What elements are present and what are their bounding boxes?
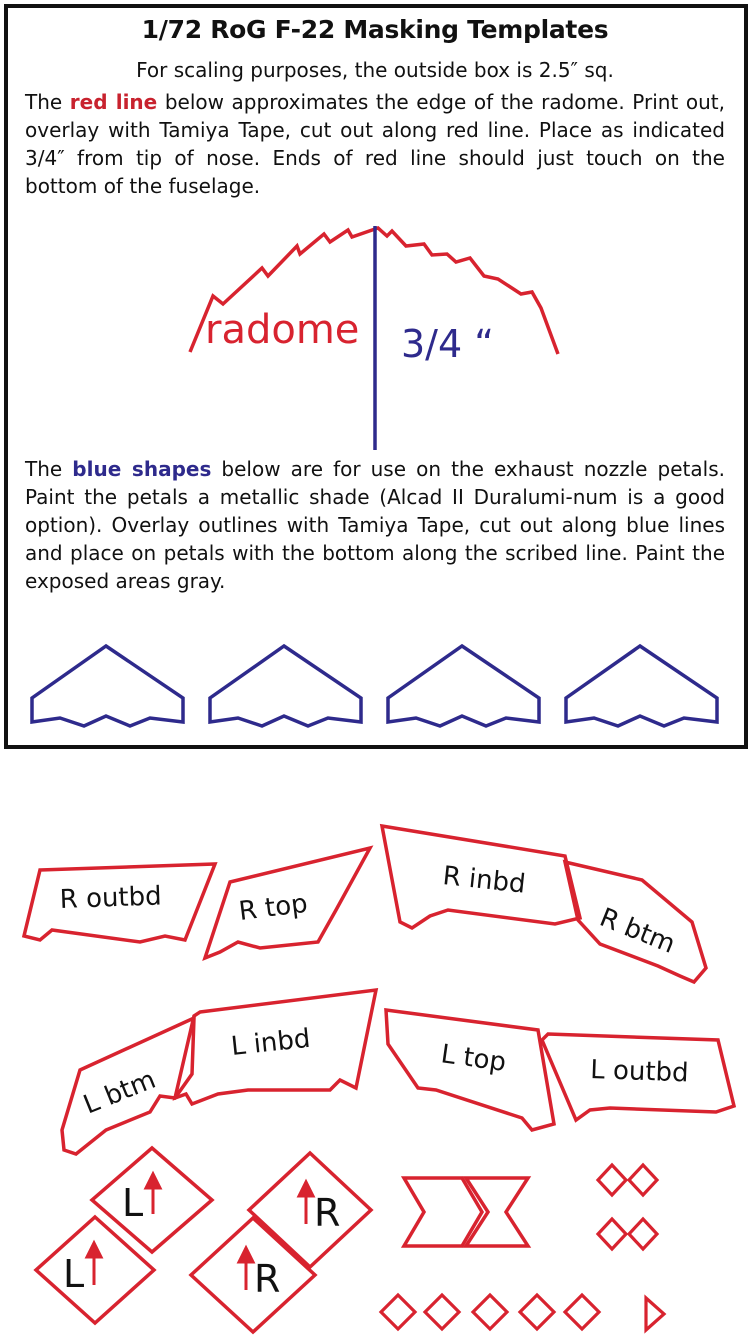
medium-diamond [565, 1295, 599, 1329]
nozzle-intro: The [25, 457, 73, 481]
medium-diamond [520, 1295, 554, 1329]
small-triangle [646, 1298, 664, 1330]
nozzle-body: below are for use on the exhaust nozzle petals. Paint the petals a metallic shade (Alcad II Duralumi-num is a good option). Overlay outlines with Tamiya Tape, cut out along blue lines and place on petals with the bottom along the scribed line. Paint the exposed areas gray. [25, 457, 725, 593]
small-diamond [629, 1219, 657, 1249]
panel-r-outbd-label: R outbd [59, 881, 163, 915]
arrow-up-icon [239, 1248, 253, 1290]
small-diamond [598, 1165, 626, 1195]
diamond-l-upper-letter: L [122, 1181, 144, 1225]
scale-note: For scaling purposes, the outside box is 2.5″ sq. [136, 58, 614, 82]
small-diamond [598, 1219, 626, 1249]
panel-l-inbd-label: L inbd [229, 1023, 312, 1062]
measure-label: 3/4 “ [401, 322, 494, 366]
diamond-r-upper [249, 1153, 371, 1267]
radome-body: below approximates the edge of the radome. Print out, overlay with Tamiya Tape, cut out along red line. Place as indicated 3/4″ from tip of nose. Ends of red line should just touch on the bottom of the fuselage. [25, 90, 725, 198]
arrow-up-icon [146, 1174, 160, 1214]
diamond-r-lower [191, 1218, 315, 1332]
nozzle-petal-1 [32, 646, 183, 726]
nozzle-petal-4 [566, 646, 717, 726]
panel-r-btm-label: R btm [595, 902, 680, 960]
diamond-r-upper-letter: R [314, 1191, 341, 1235]
nozzle-petal-2 [210, 646, 361, 726]
panel-l-outbd-label: L outbd [589, 1055, 690, 1089]
arrow-up-icon [299, 1182, 313, 1224]
medium-diamond [381, 1295, 415, 1329]
chevron-shape [404, 1178, 482, 1246]
medium-diamond [425, 1295, 459, 1329]
diamond-l-lower-letter: L [63, 1252, 85, 1296]
radome-label: radome [205, 307, 360, 353]
panel-r-inbd-label: R inbd [441, 861, 527, 900]
panel-l-btm-label: L btm [79, 1064, 160, 1121]
nozzle-petal-3 [388, 646, 539, 726]
blue-shapes-highlight: blue shapes [72, 457, 212, 481]
page-title: 1/72 RoG F-22 Masking Templates [141, 15, 609, 44]
radome-intro: The [25, 90, 70, 114]
bowtie-shape [466, 1178, 528, 1246]
panel-l-top-label: L top [439, 1039, 508, 1079]
small-diamond [629, 1165, 657, 1195]
medium-diamond [473, 1295, 507, 1329]
red-line-highlight: red line [69, 90, 158, 114]
diamond-r-lower-letter: R [254, 1257, 281, 1301]
arrow-up-icon [87, 1243, 101, 1285]
panel-r-top-label: R top [237, 888, 310, 927]
